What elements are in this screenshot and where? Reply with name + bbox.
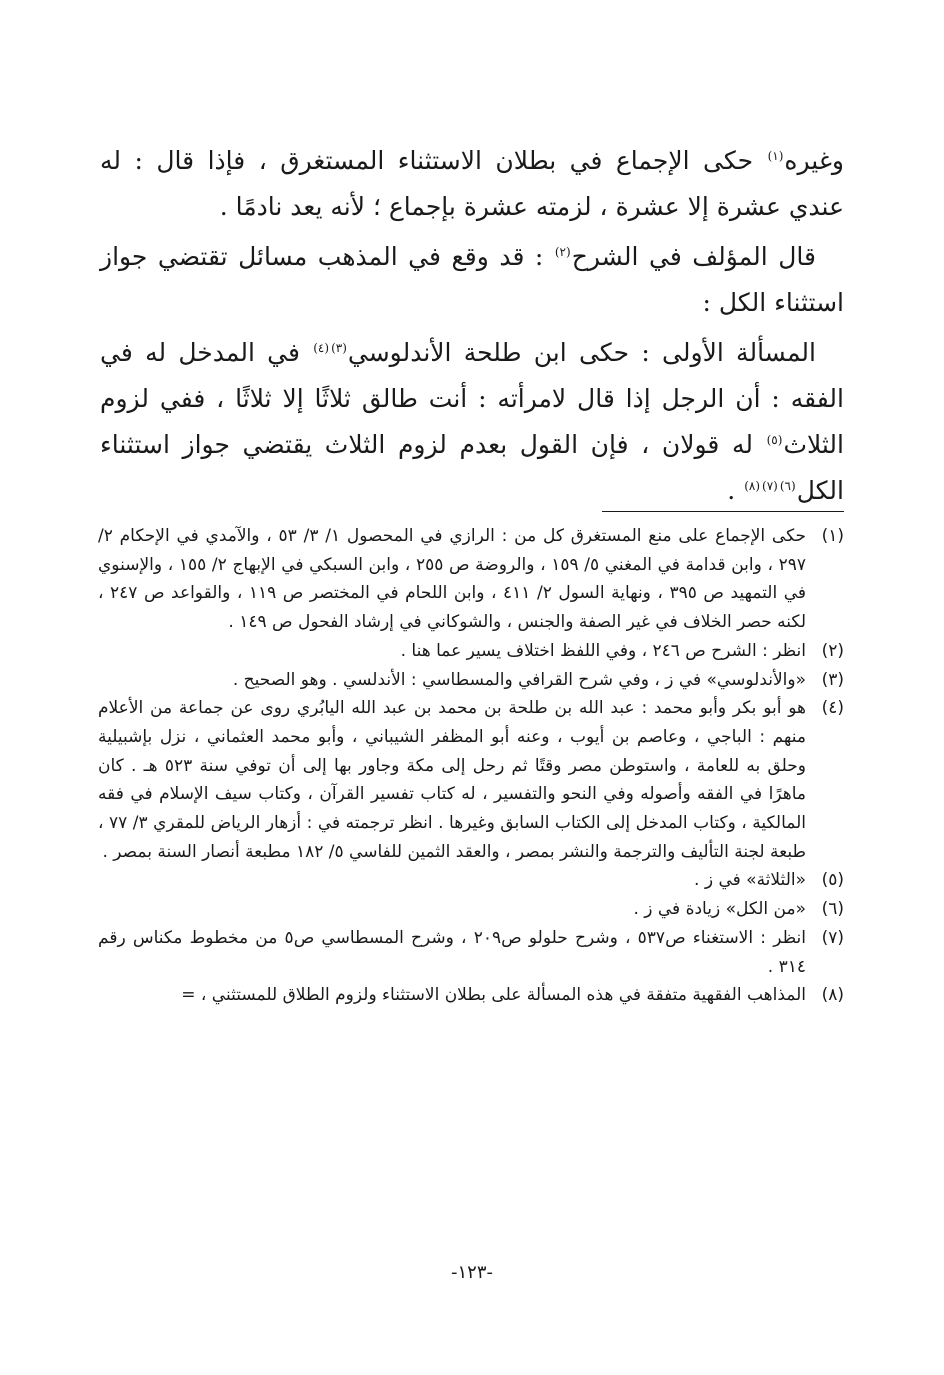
footnote-number: (٧) xyxy=(821,927,844,948)
footnote-text: المذاهب الفقهية متفقة في هذه المسألة على بطلان الاستثناء ولزوم الطلاق للمستثني ، = xyxy=(181,985,806,1006)
footnote-number: (٢) xyxy=(821,640,844,661)
footnote-3 xyxy=(98,666,844,695)
footnote-text: انظر : الشرح ص ٢٤٦ ، وفي اللفظ اختلاف يسير عما هنا . xyxy=(400,640,806,661)
footnote-divider xyxy=(602,511,844,512)
paragraph-2 xyxy=(100,234,844,326)
footnote-5 xyxy=(98,866,844,895)
paragraph-3 xyxy=(100,330,844,514)
main-text xyxy=(100,138,844,518)
footnote-number: (٣) xyxy=(821,669,844,690)
footnote-text: حكى الإجماع على منع المستغرق كل من : الرازي في المحصول ١/ ٣/ ٥٣ ، والآمدي في الإحكام ٢/ ٢٩٧ ، وابن قدامة في المغني ٥/ ١٥٩ ، والروضة ص ٢٥٥ ، وابن السبكي في الإبهاج ٢/ ١٥٥ ، والإسنوي في التمهيد ص ٣٩٥ ، ونهاية السول ٢/ ٤١١ ، وابن اللحام في المختصر ص ١١٩ ، والقواعد ص ٢٤٧ ، لكنه حصر الخلاف في غير الصفة والجنس ، والشوكاني في إرشاد الفحول ص ١٤٩ . xyxy=(98,526,807,633)
footnote-6 xyxy=(98,895,844,924)
footnote-ref-3[interactable]: (٣) xyxy=(331,340,347,355)
footnote-number: (١) xyxy=(821,526,844,546)
footnote-ref-7[interactable]: (٧) xyxy=(762,478,778,493)
footnote-8 xyxy=(98,981,844,1010)
footnote-1 xyxy=(98,522,844,637)
footnote-4 xyxy=(98,694,844,866)
page-number: -١٢٣- xyxy=(450,1262,493,1283)
footnote-text: هو أبو بكر وأبو محمد : عبد الله بن طلحة بن محمد بن عبد الله اليابُري روى عن جماعة من الأعلام منهم : الباجي ، وعاصم بن أيوب ، وعنه أبو المظفر الشيباني ، وأبو محمد العثماني ، نزل بإشبيلية وحلق به للعامة ، واستوطن مصر وقتًا ثم رحل إلى مكة وجاور بها إلى أن توفي سنة ٥٢٣ هـ . كان ماهرًا في الفقه وأصوله وفي النحو والتفسير ، له كتاب تفسير القرآن ، وكتاب سيف الإسلام في فقه المالكية ، وكتاب المدخل إلى الكتاب السابق وغيرها . انظر ترجمته في : أزهار الرياض للمقري ٣/ ٧٧ ، طبعة لجنة التأليف والترجمة والنشر بمصر ، والعقد الثمين للفاسي ٥/ ١٨٢ مطبعة أنصار السنة بمصر . xyxy=(98,698,806,862)
footnote-text: انظر : الاستغناء ص٥٣٧ ، وشرح حلولو ص٢٠٩ ، وشرح المسطاسي ص٥ من مخطوط مكناس رقم ٣١٤ . xyxy=(98,927,806,977)
footnote-text: «والأندلوسي» في ز ، وفي شرح القرافي والمسطاسي : الأندلسي . وهو الصحيح . xyxy=(232,669,806,690)
text-run: المسألة الأولى : حكى ابن طلحة الأندلوسي xyxy=(347,338,816,367)
footnote-7 xyxy=(98,924,844,981)
text-run: وغيره xyxy=(784,146,844,175)
footnote-ref-4[interactable]: (٤) xyxy=(313,340,330,355)
footnote-ref-8[interactable]: (٨) xyxy=(744,478,761,493)
footnote-number: (٤) xyxy=(821,698,844,719)
text-run: له قولان ، فإن القول بعدم لزوم الثلاث يقتضي جواز استثناء الكل xyxy=(100,430,844,505)
text-run: في المدخل له في الفقه : أن الرجل إذا قال لامرأته : أنت طالق ثلاثًا إلا ثلاثًا ، ففي لزوم الثلاث xyxy=(100,338,844,459)
footnotes xyxy=(98,522,844,1010)
footnote-ref-6[interactable]: (٦) xyxy=(779,478,796,493)
footnote-text: «الثلاثة» في ز . xyxy=(694,870,806,891)
text-run: : قد وقع في المذهب مسائل تقتضي جواز استثناء الكل : xyxy=(100,242,844,317)
footnote-number: (٥) xyxy=(821,870,844,891)
footnote-2 xyxy=(98,637,844,666)
footnote-number: (٨) xyxy=(821,985,844,1006)
text-run: . xyxy=(727,476,744,505)
footnote-ref-2[interactable]: (٢) xyxy=(554,244,571,259)
text-run: قال المؤلف في الشرح xyxy=(571,242,816,271)
text-run: حكى الإجماع في بطلان الاستثناء المستغرق ، فإذا قال : له عندي عشرة إلا عشرة ، لزمته عشرة بإجماع ؛ لأنه يعد نادمًا . xyxy=(100,146,844,221)
footnote-ref-5[interactable]: (٥) xyxy=(766,432,783,447)
footnote-number: (٦) xyxy=(821,899,844,920)
footnote-text: «من الكل» زيادة في ز . xyxy=(633,899,806,920)
paragraph-1 xyxy=(100,138,844,230)
footnote-ref-1[interactable]: (١) xyxy=(767,148,784,163)
